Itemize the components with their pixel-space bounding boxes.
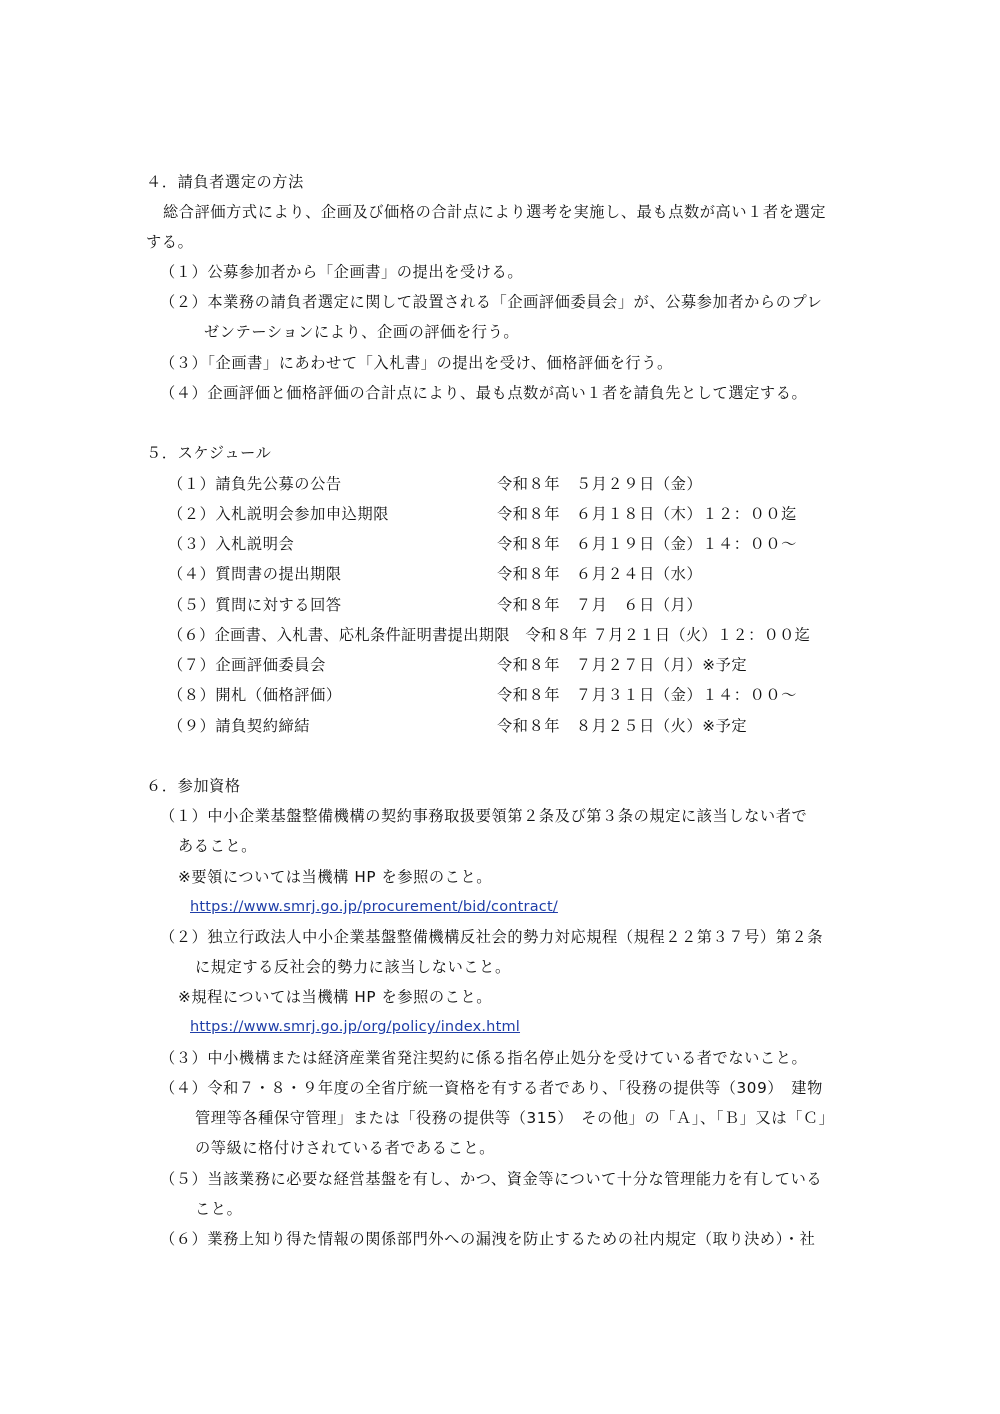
schedule-item: （２）入札説明会参加申込期限 bbox=[168, 505, 390, 523]
section6-note-1: ※要領については当機構 HP を参照のこと。 bbox=[178, 868, 493, 886]
section6-item-1: （１）中小企業基盤整備機構の契約事務取扱要領第２条及び第３条の規定に該当しない者で bbox=[160, 807, 808, 825]
schedule-item: （４）質問書の提出期限 bbox=[168, 565, 342, 583]
schedule-item: （５）質問に対する回答 bbox=[168, 596, 342, 614]
section6-item-1-cont: あること。 bbox=[178, 837, 257, 855]
section4-item-2: （２）本業務の請負者選定に関して設置される「企画評価委員会」が、公募参加者からのプレ bbox=[160, 293, 823, 311]
section6-item-4: （４）令和７・８・９年度の全省庁統一資格を有する者であり、「役務の提供等（309） 建物 bbox=[160, 1079, 823, 1097]
section4-heading: ４．請負者選定の方法 bbox=[146, 173, 304, 191]
schedule-date: 令和８年 ５月２９日（金） bbox=[497, 475, 703, 493]
section6-item-5: （５）当該業務に必要な経営基盤を有し、かつ、資金等について十分な管理能力を有している bbox=[160, 1170, 823, 1188]
section6-item-6: （６）業務上知り得た情報の関係部門外への漏洩を防止するための社内規定（取り決め）・社 bbox=[160, 1230, 816, 1248]
section6-item-2-cont: に規定する反社会的勢力に該当しないこと。 bbox=[195, 958, 511, 976]
schedule-date: 令和８年 ６月１８日（木）１２：００迄 bbox=[497, 505, 797, 523]
schedule-item: （３）入札説明会 bbox=[168, 535, 295, 553]
section6-heading: ６．参加資格 bbox=[146, 777, 241, 795]
contract-rules-link[interactable]: https://www.smrj.go.jp/procurement/bid/contract/ bbox=[190, 899, 558, 915]
schedule-item: （９）請負契約締結 bbox=[168, 717, 311, 735]
schedule-date: 令和８年 ７月２７日（月）※予定 bbox=[497, 656, 748, 674]
schedule-item: （８）開札（価格評価） bbox=[168, 686, 342, 704]
section6-item-3: （３）中小機構または経済産業省発注契約に係る指名停止処分を受けている者でないこと。 bbox=[160, 1049, 808, 1067]
section4-intro-line2: する。 bbox=[146, 233, 194, 251]
schedule-date: 令和８年 ７月３１日（金）１４：００～ bbox=[497, 686, 797, 704]
policy-link[interactable]: https://www.smrj.go.jp/org/policy/index.html bbox=[190, 1019, 521, 1035]
section4-intro-line1: 総合評価方式により、企画及び価格の合計点により選考を実施し、最も点数が高い１者を選定 bbox=[163, 203, 827, 221]
schedule-item: （７）企画評価委員会 bbox=[168, 656, 326, 674]
schedule-date: 令和８年 ８月２５日（火）※予定 bbox=[497, 717, 748, 735]
section6-item-5-cont: こと。 bbox=[195, 1200, 243, 1218]
section5-heading: ５．スケジュール bbox=[146, 444, 272, 462]
section4-item-1: （１）公募参加者から「企画書」の提出を受ける。 bbox=[160, 263, 524, 281]
schedule-date: 令和８年 ６月１９日（金）１４：００～ bbox=[497, 535, 797, 553]
section6-note-2: ※規程については当機構 HP を参照のこと。 bbox=[178, 988, 493, 1006]
schedule-row-6: （６）企画書、入札書、応札条件証明書提出期限 令和８年 ７月２１日（火）１２：００迄 bbox=[168, 626, 811, 644]
section4-item-3: （３）「企画書」にあわせて「入札書」の提出を受け、価格評価を行う。 bbox=[160, 354, 673, 372]
schedule-item: （１）請負先公募の公告 bbox=[168, 475, 342, 493]
schedule-date: 令和８年 ６月２４日（水） bbox=[497, 565, 703, 583]
section6-item-4-cont1: 管理等各種保守管理」または「役務の提供等（315） その他」の「Ａ」、「Ｂ」又は「Ｃ」 bbox=[195, 1109, 835, 1127]
section4-item-4: （４）企画評価と価格評価の合計点により、最も点数が高い１者を請負先として選定する。 bbox=[160, 384, 808, 402]
schedule-date: 令和８年 ７月 ６日（月） bbox=[497, 596, 703, 614]
section4-item-2-cont: ゼンテーションにより、企画の評価を行う。 bbox=[204, 323, 520, 341]
section6-item-2: （２）独立行政法人中小企業基盤整備機構反社会的勢力対応規程（規程２２第３７号）第２条 bbox=[160, 928, 824, 946]
section6-item-4-cont2: の等級に格付けされている者であること。 bbox=[195, 1139, 495, 1157]
